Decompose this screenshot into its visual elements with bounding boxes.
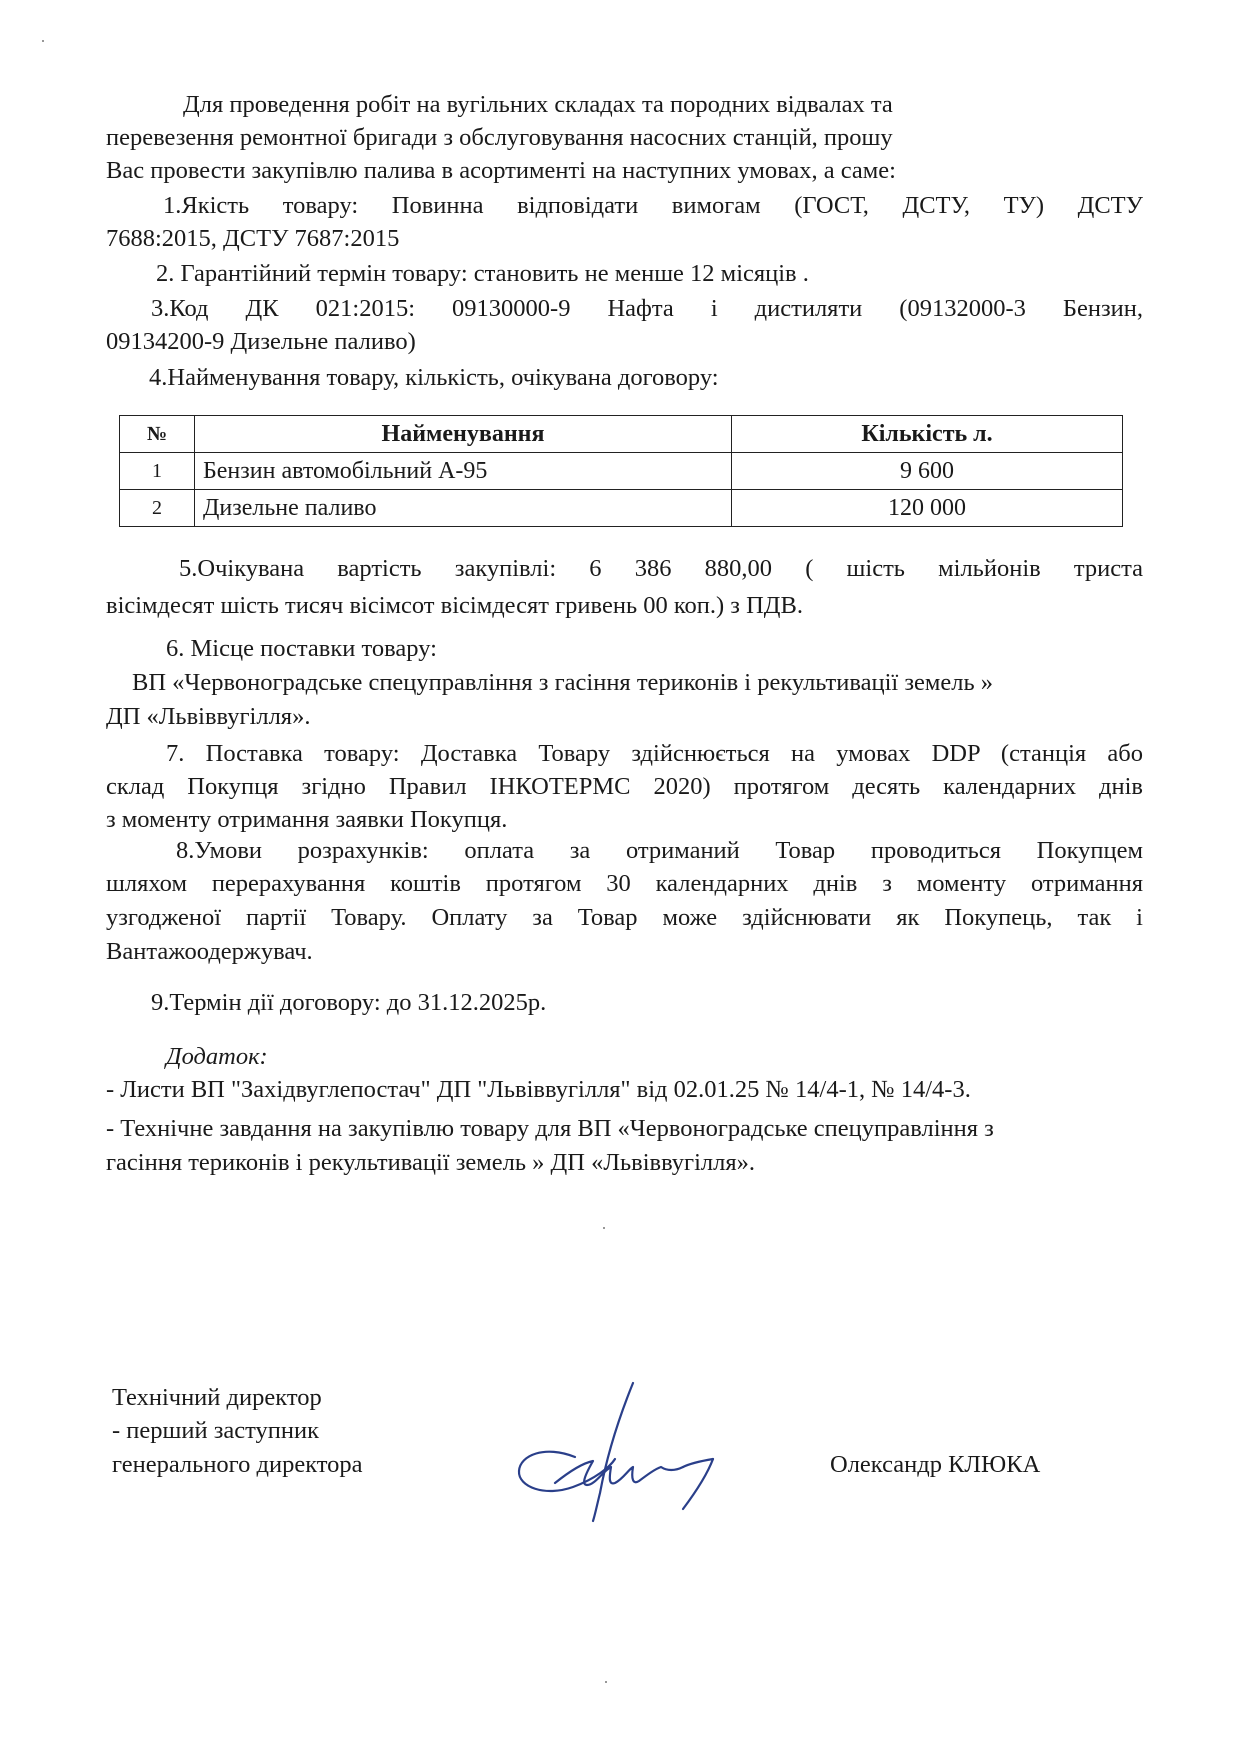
signatory-position-line-1: Технічний директор [112,1384,322,1411]
quality-line-1: 1.Якість товару: Повинна відповідати вимогам (ГОСТ, ДСТУ, ТУ) ДСТУ [163,192,1143,219]
row-quantity: 120 000 [732,490,1123,527]
payment-line-3: узгодженої партії Товару. Оплату за Товар може здійснювати як Покупець, так і [106,904,1143,931]
appendix-item-2-line-2: гасіння териконів і рекультивації земель » ДП «Львіввугілля». [106,1149,755,1176]
table-header-row [120,416,1123,453]
quality-line-2: 7688:2015, ДСТУ 7687:2015 [106,225,400,252]
row-number: 1 [120,453,195,490]
payment-line-2: шляхом перерахування коштів протягом 30 календарних днів з моменту отримання [106,870,1143,897]
row-quantity: 9 600 [732,453,1123,490]
row-number: 2 [120,490,195,527]
code-line-2: 09134200-9 Дизельне паливо) [106,328,416,355]
payment-line-4: Вантажоодержувач. [106,938,313,965]
signatory-position-line-2: - перший заступник [112,1417,320,1444]
delivery-line-2: склад Покупця згідно Правил ІНКОТЕРМС 2020) протягом десять календарних днів [106,773,1143,800]
term-line: 9.Термін дії договору: до 31.12.2025р. [151,989,547,1016]
signatory-name: Олександр КЛЮКА [830,1451,1041,1478]
intro-line-2: перевезення ремонтної бригади з обслуговування насосних станцій, прошу [106,124,893,151]
appendix-title: Додаток: [166,1043,268,1070]
scan-speck [603,1227,605,1229]
naming-line: 4.Найменування товару, кількість, очікувана договору: [149,364,719,391]
payment-line-1: 8.Умови розрахунків: оплата за отриманий Товар проводиться Покупцем [176,837,1143,864]
delivery-line-3: з моменту отримання заявки Покупця. [106,806,508,833]
scan-speck [42,40,44,42]
goods-table [119,415,1123,527]
cost-line-2: вісімдесят шість тисяч вісімсот вісімдесят гривень 00 коп.) з ПДВ. [106,592,803,619]
row-name: Бензин автомобільний А-95 [195,453,732,490]
appendix-item-2-line-1: - Технічне завдання на закупівлю товару для ВП «Червоноградське спецуправління з [106,1115,994,1142]
intro-line-3: Вас провести закупівлю палива в асортименті на наступних умовах, а саме: [106,157,896,184]
place-title: 6. Місце поставки товару: [166,635,437,662]
table-row [120,453,1123,490]
signatory-position-line-3: генерального директора [112,1451,363,1478]
handwritten-signature [515,1375,755,1525]
scan-speck [605,1681,607,1683]
code-line-1: 3.Код ДК 021:2015: 09130000-9 Нафта і дистиляти (09132000-3 Бензин, [151,295,1143,322]
intro-line-1: Для проведення робіт на вугільних складах та породних відвалах та [183,91,893,118]
warranty-line: 2. Гарантійний термін товару: становить не менше 12 місяців . [156,260,809,287]
delivery-line-1: 7. Поставка товару: Доставка Товару здійснюється на умовах DDP (станція або [166,740,1143,767]
appendix-item-1: - Листи ВП "Західвуглепостач" ДП "Львіввугілля" від 02.01.25 № 14/4-1, № 14/4-3. [106,1076,971,1103]
row-name: Дизельне паливо [195,490,732,527]
place-line-1: ВП «Червоноградське спецуправління з гасіння териконів і рекультивації земель » [132,669,994,696]
place-line-2: ДП «Львіввугілля». [106,703,311,730]
cost-line-1: 5.Очікувана вартість закупівлі: 6 386 880,00 ( шість мільйонів триста [179,555,1143,582]
header-name: Найменування [195,416,732,453]
header-number: № [120,416,195,453]
table-row [120,490,1123,527]
header-quantity: Кількість л. [732,416,1123,453]
